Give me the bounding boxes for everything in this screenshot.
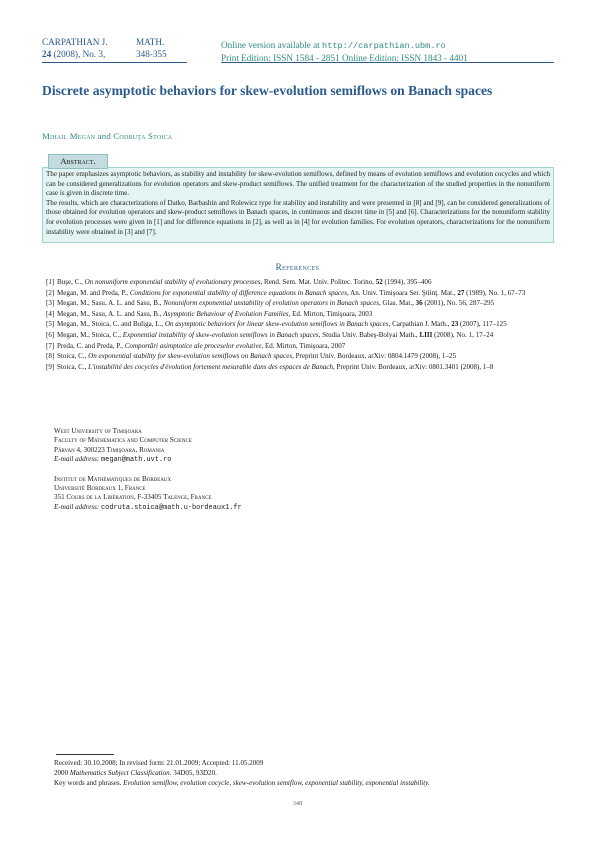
address-street: Pârvan 4, 300223 Timişoara, Romania: [54, 445, 165, 454]
journal-year-issue: (2008), No. 3,: [53, 48, 106, 59]
reference-title: On exponential stability for skew-evolution semiflows on Banach spaces: [88, 352, 293, 361]
reference-volume: 27: [457, 288, 465, 297]
footnote: [54, 758, 430, 789]
online-label: Online version available at: [221, 40, 320, 50]
reference-pages: (2008), No. 1, 17–24: [432, 330, 494, 339]
address-block: [54, 475, 242, 514]
reference-item: [46, 331, 554, 341]
edition-info: [221, 40, 468, 64]
abstract-text: [46, 170, 550, 237]
references-list: [46, 278, 554, 373]
keywords-label: Key words and phrases.: [54, 779, 122, 788]
journal-header: [42, 37, 167, 60]
abstract-paragraph: The results, which are characterizations of Datko, Barbashin and Rolewicz type for stability and instability and were presented in [8] and [9], can be considered generalizations of those obtained for evolution operators and skew-product semiflows in Banach spaces, in continuous and discret time in [5] and [6]. Characterizations for the nonuniform stability for evolution processes were given in [1] and for difference equations in [2], as well as in [4] for evolution families. For evolution operators, characterizations for the nonuniform instability were obtained in [3] and [7].: [46, 198, 550, 236]
reference-number: [5]: [46, 320, 55, 329]
online-url-link[interactable]: http://carpathian.ubm.ro: [322, 41, 446, 51]
reference-item: [46, 310, 554, 320]
footnote-dates: Received: 30.10.2008; In revised form: 21.01.2009; Accepted: 11.05.2009: [54, 759, 264, 767]
reference-title: Asymptotic Behaviour of Evolution Families: [163, 309, 289, 318]
reference-title: Nonuniform exponential unstability of evolution operators in Banach spaces: [163, 299, 379, 308]
reference-authors: Megan, M., Sasu, A. L. and Sasu, B.,: [57, 309, 164, 318]
reference-pages: (1994), 395–406: [382, 278, 432, 286]
paper-title: Discrete asymptotic behaviors for skew-evolution semiflows on Banach spaces: [42, 83, 493, 98]
footnote-rule: [56, 754, 114, 755]
reference-title: L'instabilité des cocycles d'évolution fortement mesurable dans des espaces de Banach: [88, 362, 334, 371]
reference-authors: Megan, M., Stoica, C.,: [57, 330, 123, 339]
reference-title: Exponential instability of skew-evolution semiflows in Banach spaces: [122, 330, 319, 339]
header-rule-left: [42, 62, 187, 63]
reference-source: , An. Univ. Timişoara Ser. Ştiinţ. Mat.,: [347, 288, 458, 297]
reference-source: , Preprint Univ. Bordeaux, arXiv: 0801.3401 (2008), 1–8: [333, 362, 494, 371]
reference-number: [3]: [46, 299, 55, 308]
reference-source: , Glas. Mat.,: [379, 299, 416, 308]
journal-pages: 348-355: [136, 48, 167, 59]
email-label: E-mail address:: [54, 502, 100, 511]
journal-subject: MATH.: [136, 37, 165, 47]
address-department: Université Bordeaux 1, France: [54, 484, 146, 493]
reference-authors: Megan, M., Sasu, A. L. and Sasu, B.,: [57, 299, 164, 308]
journal-name: CARPATHIAN J.: [42, 37, 108, 47]
reference-authors: Preda, C. and Preda, P.,: [57, 341, 125, 350]
msc-year: 2000: [54, 769, 70, 778]
reference-item: [46, 363, 554, 373]
journal-volume: 24: [42, 48, 52, 59]
reference-item: [46, 299, 554, 309]
reference-authors: Megan, M. and Preda, P.,: [57, 288, 130, 297]
reference-number: [8]: [46, 352, 55, 361]
reference-number: [7]: [46, 341, 55, 350]
reference-item: [46, 278, 554, 288]
page-number: 348: [292, 800, 303, 807]
reference-title: On asymptotic behaviors for linear skew-evolution semiflows in Banach spaces: [164, 320, 389, 329]
reference-number: [6]: [46, 330, 55, 339]
reference-pages: (1989), No. 1, 67–73: [464, 288, 526, 297]
author-line: [42, 131, 172, 141]
reference-item: [46, 352, 554, 362]
reference-source: , Carpathian J. Math.,: [388, 320, 452, 329]
msc-label: Mathematics Subject Classification.: [69, 769, 172, 778]
address-block: [54, 427, 242, 466]
reference-pages: (2007), 117–125: [458, 320, 507, 329]
author-name: Codruţa Stoica: [113, 131, 173, 141]
address-institution: West University of Timişoara: [54, 427, 142, 435]
reference-number: [4]: [46, 309, 55, 318]
abstract-paragraph: The paper emphasizes asymptotic behaviors, as stability and instability for skew-evolution semiflows, defined by means of evolution semiflows and evolution cocycles and which can be considered generalizations for evolution operators and skew-product semiflows. The unified treatment for the characterization of the studied properties in the nonuniform case is given in discrete time.: [46, 170, 550, 198]
reference-authors: Megan, M., Stoica, C. and Buliga, L.,: [57, 320, 165, 329]
email-link[interactable]: megan@math.uvt.ro: [101, 456, 172, 465]
address-department: Faculty of Mathematics and Computer Science: [54, 436, 192, 445]
msc-codes: 34D05, 93D20.: [171, 769, 217, 778]
reference-title: Comportări asimptotice ale proceselor evolutive: [124, 341, 262, 350]
keywords: Evolution semiflow, evolution cocycle, skew-evolution semiflow, exponential stability, exponential instability.: [121, 779, 430, 788]
author-name: Mihail Megan: [42, 131, 96, 141]
reference-item: [46, 320, 554, 330]
reference-source: , Ed. Mirton, Timişoara, 2003: [288, 309, 373, 318]
reference-authors: Buşe, C.,: [57, 278, 85, 286]
address-institution: Institut de Mathématiques de Bordeaux: [54, 474, 172, 483]
reference-source: , Preprint Univ. Bordeaux, arXiv: 0804.1479 (2008), 1–25: [292, 352, 457, 361]
print-edition: Print Edition: ISSN 1584 - 2851 Online Edition: ISSN 1843 - 4401: [221, 52, 468, 63]
author-separator: and: [97, 131, 111, 141]
abstract-label: Abstract.: [48, 154, 108, 169]
reference-number: [1]: [46, 278, 55, 286]
reference-number: [9]: [46, 362, 55, 371]
author-addresses: [54, 427, 242, 522]
reference-number: [2]: [46, 288, 55, 297]
reference-authors: Stoica, C.,: [57, 352, 89, 361]
reference-item: [46, 342, 554, 352]
reference-volume: 52: [375, 278, 383, 286]
reference-title: On nonuniform exponential stability of evolutionary processes: [84, 278, 261, 286]
reference-source: , Rend. Sem. Mat. Univ. Politec. Torino,: [260, 278, 376, 286]
reference-item: [46, 289, 554, 299]
address-street: 351 Cours de la Libération, F-33405 Talence, France: [54, 493, 212, 502]
reference-volume: LIII: [419, 330, 433, 339]
reference-volume: 36: [415, 299, 423, 308]
reference-authors: Stoica, C.,: [57, 362, 89, 371]
header-rule-right: [221, 62, 554, 63]
reference-volume: 23: [451, 320, 459, 329]
reference-title: Conditions for exponential stability of difference equations in Banach spaces: [129, 288, 347, 297]
email-link[interactable]: codruta.stoica@math.u-bordeaux1.fr: [101, 503, 242, 512]
reference-source: , Studia Univ. Babeş-Bolyai Math.,: [318, 330, 420, 339]
email-label: E-mail address:: [54, 455, 100, 464]
reference-source: , Ed. Mirton, Timişoara, 2007: [261, 341, 346, 350]
reference-pages: (2001), No. 56, 287–295: [422, 299, 495, 308]
references-heading: References: [275, 262, 320, 272]
